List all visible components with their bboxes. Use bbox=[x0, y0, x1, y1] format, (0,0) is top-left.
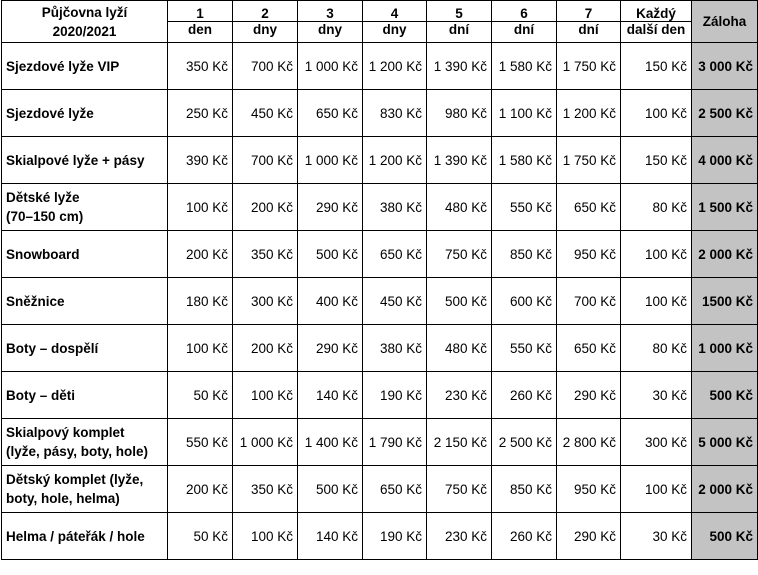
price-cell: 550 Kč bbox=[168, 419, 233, 466]
day-unit: dny bbox=[298, 22, 363, 43]
day-number: 6 bbox=[492, 1, 557, 22]
price-cell: 850 Kč bbox=[492, 466, 557, 513]
deposit-cell: 5 000 Kč bbox=[692, 419, 758, 466]
extra-day-price: 150 Kč bbox=[621, 137, 692, 184]
table-row bbox=[2, 137, 758, 184]
price-cell: 1 750 Kč bbox=[557, 137, 621, 184]
item-name bbox=[2, 184, 168, 231]
table-row bbox=[2, 231, 758, 278]
price-cell: 50 Kč bbox=[168, 513, 233, 560]
price-cell: 200 Kč bbox=[168, 231, 233, 278]
price-cell: 190 Kč bbox=[363, 372, 427, 419]
table-row bbox=[2, 419, 758, 466]
item-name-line: Skialpové lyže + pásy bbox=[6, 152, 145, 168]
deposit-cell: 4 000 Kč bbox=[692, 137, 758, 184]
price-cell: 290 Kč bbox=[298, 325, 363, 372]
item-name-line: Sjezdové lyže VIP bbox=[6, 58, 120, 74]
header-row-numbers bbox=[2, 1, 758, 22]
price-cell: 250 Kč bbox=[168, 90, 233, 137]
price-cell: 50 Kč bbox=[168, 372, 233, 419]
price-cell: 650 Kč bbox=[298, 90, 363, 137]
table-row bbox=[2, 372, 758, 419]
item-name bbox=[2, 513, 168, 560]
item-name-line: Dětský komplet (lyže, bbox=[6, 472, 144, 487]
price-cell: 750 Kč bbox=[427, 231, 492, 278]
price-cell: 550 Kč bbox=[492, 325, 557, 372]
price-cell: 380 Kč bbox=[363, 325, 427, 372]
price-cell: 290 Kč bbox=[557, 513, 621, 560]
item-name-line: Boty – dospělí bbox=[6, 340, 99, 356]
deposit-cell: 2 000 Kč bbox=[692, 466, 758, 513]
price-cell: 450 Kč bbox=[233, 90, 298, 137]
deposit-cell: 3 000 Kč bbox=[692, 43, 758, 90]
extra-day-price: 80 Kč bbox=[621, 184, 692, 231]
price-cell: 700 Kč bbox=[233, 43, 298, 90]
item-name bbox=[2, 466, 168, 513]
table-body bbox=[2, 43, 758, 560]
deposit-cell: 1500 Kč bbox=[692, 278, 758, 325]
price-cell: 100 Kč bbox=[168, 325, 233, 372]
price-cell: 1 000 Kč bbox=[298, 43, 363, 90]
item-name bbox=[2, 325, 168, 372]
day-unit: dny bbox=[363, 22, 427, 43]
item-name-line: Sněžnice bbox=[6, 293, 65, 309]
price-cell: 700 Kč bbox=[233, 137, 298, 184]
item-name-line: Skialpový komplet bbox=[6, 425, 125, 440]
price-cell: 400 Kč bbox=[298, 278, 363, 325]
price-cell: 550 Kč bbox=[492, 184, 557, 231]
item-name-line: Dětské lyže bbox=[6, 190, 80, 205]
price-cell: 750 Kč bbox=[427, 466, 492, 513]
price-cell: 380 Kč bbox=[363, 184, 427, 231]
day-unit: dny bbox=[233, 22, 298, 43]
price-cell: 950 Kč bbox=[557, 231, 621, 278]
price-cell: 350 Kč bbox=[233, 231, 298, 278]
price-cell: 350 Kč bbox=[168, 43, 233, 90]
each-extra-day-unit: další den bbox=[621, 22, 692, 43]
price-cell: 1 100 Kč bbox=[492, 90, 557, 137]
price-cell: 260 Kč bbox=[492, 372, 557, 419]
price-cell: 1 390 Kč bbox=[427, 137, 492, 184]
item-name bbox=[2, 90, 168, 137]
price-cell: 500 Kč bbox=[298, 466, 363, 513]
price-cell: 650 Kč bbox=[363, 231, 427, 278]
day-number: 2 bbox=[233, 1, 298, 22]
price-cell: 650 Kč bbox=[557, 325, 621, 372]
price-cell: 850 Kč bbox=[492, 231, 557, 278]
deposit-cell: 1 000 Kč bbox=[692, 325, 758, 372]
price-cell: 290 Kč bbox=[557, 372, 621, 419]
price-cell: 260 Kč bbox=[492, 513, 557, 560]
deposit-cell: 2 000 Kč bbox=[692, 231, 758, 278]
extra-day-price: 80 Kč bbox=[621, 325, 692, 372]
price-cell: 100 Kč bbox=[168, 184, 233, 231]
table-row bbox=[2, 325, 758, 372]
day-number: 1 bbox=[168, 1, 233, 22]
item-name-line: boty, hole, helma) bbox=[6, 491, 120, 506]
price-cell: 450 Kč bbox=[363, 278, 427, 325]
item-name-line: (lyže, pásy, boty, hole) bbox=[6, 444, 149, 459]
table-row bbox=[2, 184, 758, 231]
price-cell: 650 Kč bbox=[363, 466, 427, 513]
price-cell: 2 500 Kč bbox=[492, 419, 557, 466]
price-cell: 1 200 Kč bbox=[363, 137, 427, 184]
item-name-line: Snowboard bbox=[6, 246, 80, 262]
extra-day-price: 30 Kč bbox=[621, 372, 692, 419]
price-cell: 500 Kč bbox=[427, 278, 492, 325]
price-cell: 1 580 Kč bbox=[492, 137, 557, 184]
table-row bbox=[2, 43, 758, 90]
price-cell: 290 Kč bbox=[298, 184, 363, 231]
extra-day-price: 100 Kč bbox=[621, 231, 692, 278]
price-cell: 600 Kč bbox=[492, 278, 557, 325]
price-cell: 180 Kč bbox=[168, 278, 233, 325]
deposit-header: Záloha bbox=[692, 1, 758, 43]
table-row bbox=[2, 513, 758, 560]
deposit-cell: 500 Kč bbox=[692, 513, 758, 560]
price-cell: 140 Kč bbox=[298, 513, 363, 560]
price-cell: 2 800 Kč bbox=[557, 419, 621, 466]
price-cell: 1 200 Kč bbox=[557, 90, 621, 137]
table-row bbox=[2, 278, 758, 325]
price-cell: 390 Kč bbox=[168, 137, 233, 184]
extra-day-price: 100 Kč bbox=[621, 466, 692, 513]
day-number: 4 bbox=[363, 1, 427, 22]
day-number: 5 bbox=[427, 1, 492, 22]
price-cell: 650 Kč bbox=[557, 184, 621, 231]
each-extra-day-label: Každý bbox=[621, 1, 692, 22]
item-name bbox=[2, 43, 168, 90]
price-cell: 1 790 Kč bbox=[363, 419, 427, 466]
table-title-line: Půjčovna lyží bbox=[41, 4, 128, 20]
day-unit: dní bbox=[557, 22, 621, 43]
deposit-cell: 1 500 Kč bbox=[692, 184, 758, 231]
extra-day-price: 300 Kč bbox=[621, 419, 692, 466]
price-cell: 350 Kč bbox=[233, 466, 298, 513]
day-unit: den bbox=[168, 22, 233, 43]
price-cell: 500 Kč bbox=[298, 231, 363, 278]
extra-day-price: 150 Kč bbox=[621, 43, 692, 90]
item-name-line: Boty – děti bbox=[6, 387, 76, 403]
deposit-cell: 500 Kč bbox=[692, 372, 758, 419]
price-cell: 950 Kč bbox=[557, 466, 621, 513]
price-table bbox=[1, 0, 758, 560]
price-cell: 480 Kč bbox=[427, 184, 492, 231]
price-cell: 1 200 Kč bbox=[363, 43, 427, 90]
day-number: 3 bbox=[298, 1, 363, 22]
day-number: 7 bbox=[557, 1, 621, 22]
price-cell: 1 000 Kč bbox=[233, 419, 298, 466]
item-name bbox=[2, 278, 168, 325]
price-cell: 100 Kč bbox=[233, 372, 298, 419]
extra-day-price: 30 Kč bbox=[621, 513, 692, 560]
price-cell: 980 Kč bbox=[427, 90, 492, 137]
item-name-line: (70–150 cm) bbox=[6, 209, 84, 224]
price-cell: 300 Kč bbox=[233, 278, 298, 325]
price-cell: 230 Kč bbox=[427, 513, 492, 560]
price-cell: 2 150 Kč bbox=[427, 419, 492, 466]
price-cell: 830 Kč bbox=[363, 90, 427, 137]
price-cell: 200 Kč bbox=[233, 325, 298, 372]
price-cell: 1 750 Kč bbox=[557, 43, 621, 90]
item-name bbox=[2, 231, 168, 278]
table-title-line: 2020/2021 bbox=[52, 23, 117, 39]
item-name-line: Sjezdové lyže bbox=[6, 105, 94, 121]
price-cell: 200 Kč bbox=[233, 184, 298, 231]
item-name-line: Helma / páteřák / hole bbox=[6, 528, 145, 544]
item-name bbox=[2, 372, 168, 419]
day-unit: dní bbox=[492, 22, 557, 43]
price-cell: 190 Kč bbox=[363, 513, 427, 560]
price-cell: 1 390 Kč bbox=[427, 43, 492, 90]
price-cell: 200 Kč bbox=[168, 466, 233, 513]
price-cell: 1 400 Kč bbox=[298, 419, 363, 466]
table-title bbox=[2, 1, 168, 43]
table-row bbox=[2, 466, 758, 513]
deposit-cell: 2 500 Kč bbox=[692, 90, 758, 137]
price-cell: 700 Kč bbox=[557, 278, 621, 325]
item-name bbox=[2, 137, 168, 184]
extra-day-price: 100 Kč bbox=[621, 278, 692, 325]
item-name bbox=[2, 419, 168, 466]
price-cell: 480 Kč bbox=[427, 325, 492, 372]
price-cell: 1 000 Kč bbox=[298, 137, 363, 184]
price-cell: 140 Kč bbox=[298, 372, 363, 419]
day-unit: dní bbox=[427, 22, 492, 43]
table-row bbox=[2, 90, 758, 137]
price-cell: 100 Kč bbox=[233, 513, 298, 560]
extra-day-price: 100 Kč bbox=[621, 90, 692, 137]
price-cell: 230 Kč bbox=[427, 372, 492, 419]
price-cell: 1 580 Kč bbox=[492, 43, 557, 90]
